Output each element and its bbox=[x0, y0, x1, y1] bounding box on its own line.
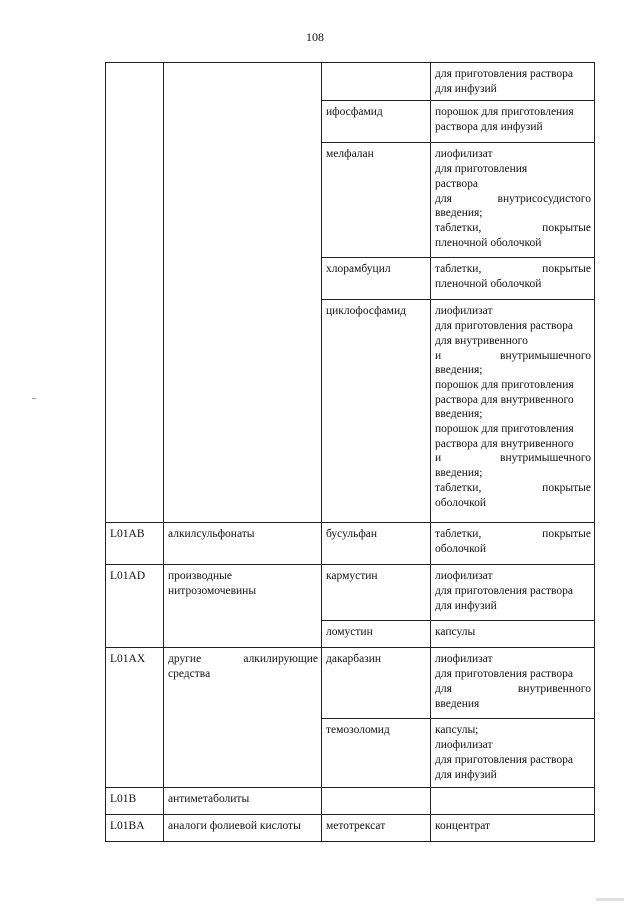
form-line: оболочкой bbox=[435, 496, 487, 509]
table-row bbox=[106, 523, 595, 565]
group-line: другие алкилирующие bbox=[168, 653, 318, 666]
group-cell: алкилсульфонаты bbox=[164, 523, 322, 565]
group-cell bbox=[164, 63, 322, 523]
forms-cell bbox=[431, 101, 595, 143]
form-line: концентрат bbox=[435, 820, 491, 833]
table-row bbox=[106, 565, 595, 621]
group-line: производные bbox=[168, 570, 232, 583]
form-line: и внутримышечного bbox=[435, 349, 591, 362]
forms-cell bbox=[431, 143, 595, 258]
form-line: порошок для приготовления bbox=[435, 378, 574, 391]
form-line: для внутрисосудистого bbox=[435, 192, 591, 205]
form-line: порошок для приготовления bbox=[435, 423, 574, 436]
form-line: раствора для инфузий bbox=[435, 121, 543, 134]
atc-code-cell bbox=[106, 63, 164, 523]
scan-smudge bbox=[596, 898, 624, 901]
drug-classification-table bbox=[105, 62, 595, 842]
drug-cell: ломустин bbox=[322, 621, 431, 648]
table-row bbox=[106, 815, 595, 842]
form-line: введения; bbox=[435, 364, 483, 377]
forms-cell bbox=[431, 300, 595, 523]
form-line: лиофилизат bbox=[435, 570, 493, 583]
drug-cell: циклофосфамид bbox=[322, 300, 431, 523]
form-line: введения; bbox=[435, 408, 483, 421]
forms-cell bbox=[431, 565, 595, 621]
form-line: для приготовления раствора bbox=[435, 585, 573, 598]
group-line: нитрозомочевины bbox=[168, 585, 257, 598]
form-line: для приготовления раствора bbox=[435, 320, 573, 333]
form-line: для инфузий bbox=[435, 82, 497, 95]
form-line: оболочкой bbox=[435, 543, 487, 556]
table-row bbox=[106, 63, 595, 101]
form-line: таблетки, покрытые bbox=[435, 528, 591, 541]
form-line: введения; bbox=[435, 207, 483, 220]
form-line: таблетки, покрытые bbox=[435, 481, 591, 494]
drug-cell: темозоломид bbox=[322, 719, 431, 788]
form-line: лиофилизат bbox=[435, 148, 493, 161]
form-line: для приготовления раствора bbox=[435, 753, 573, 766]
atc-code-cell: L01AD bbox=[106, 565, 164, 648]
drug-cell: хлорамбуцил bbox=[322, 258, 431, 300]
forms-cell bbox=[431, 523, 595, 565]
forms-cell bbox=[431, 258, 595, 300]
form-line: введения; bbox=[435, 467, 483, 480]
drug-cell: ифосфамид bbox=[322, 101, 431, 143]
group-line: средства bbox=[168, 668, 211, 681]
form-line: раствора bbox=[435, 177, 478, 190]
drug-cell: бусульфан bbox=[322, 523, 431, 565]
drug-cell: кармустин bbox=[322, 565, 431, 621]
group-cell bbox=[164, 565, 322, 648]
form-line: лиофилизат bbox=[435, 653, 493, 666]
form-line: для инфузий bbox=[435, 599, 497, 612]
drug-cell: дакарбазин bbox=[322, 648, 431, 719]
table-row bbox=[106, 648, 595, 719]
drug-cell bbox=[322, 788, 431, 815]
drug-cell: метотрексат bbox=[322, 815, 431, 842]
group-cell: антиметаболиты bbox=[164, 788, 322, 815]
scan-mark bbox=[32, 398, 36, 399]
form-line: раствора для внутривенного bbox=[435, 393, 574, 406]
forms-cell bbox=[431, 648, 595, 719]
form-line: лиофилизат bbox=[435, 739, 493, 752]
form-line: капсулы; bbox=[435, 724, 479, 737]
group-cell bbox=[164, 648, 322, 788]
forms-cell bbox=[431, 788, 595, 815]
atc-code-cell: L01B bbox=[106, 788, 164, 815]
forms-cell bbox=[431, 719, 595, 788]
page-number: 108 bbox=[306, 30, 324, 44]
form-line: для инфузий bbox=[435, 768, 497, 781]
table-row bbox=[106, 788, 595, 815]
form-line: капсулы bbox=[435, 626, 476, 639]
form-line: пленочной оболочкой bbox=[435, 236, 542, 249]
form-line: пленочной оболочкой bbox=[435, 278, 542, 291]
atc-code-cell: L01AB bbox=[106, 523, 164, 565]
drug-cell bbox=[322, 63, 431, 101]
form-line: порошок для приготовления bbox=[435, 106, 574, 119]
form-line: раствора для внутривенного bbox=[435, 437, 574, 450]
form-line: таблетки, покрытые bbox=[435, 221, 591, 234]
form-line: лиофилизат bbox=[435, 305, 493, 318]
forms-cell bbox=[431, 621, 595, 648]
form-line: для внутривенного bbox=[435, 334, 528, 347]
forms-cell bbox=[431, 63, 595, 101]
form-line: для приготовления раствора bbox=[435, 668, 573, 681]
form-line: и внутримышечного bbox=[435, 452, 591, 465]
forms-cell bbox=[431, 815, 595, 842]
form-line: таблетки, покрытые bbox=[435, 263, 591, 276]
form-line: для приготовления bbox=[435, 163, 528, 176]
form-line: для внутривенного bbox=[435, 682, 591, 695]
atc-code-cell: L01AX bbox=[106, 648, 164, 788]
drug-cell: мелфалан bbox=[322, 143, 431, 258]
form-line: для приготовления раствора bbox=[435, 68, 573, 80]
group-cell: аналоги фолиевой кислоты bbox=[164, 815, 322, 842]
atc-code-cell: L01BA bbox=[106, 815, 164, 842]
form-line: введения bbox=[435, 697, 480, 710]
